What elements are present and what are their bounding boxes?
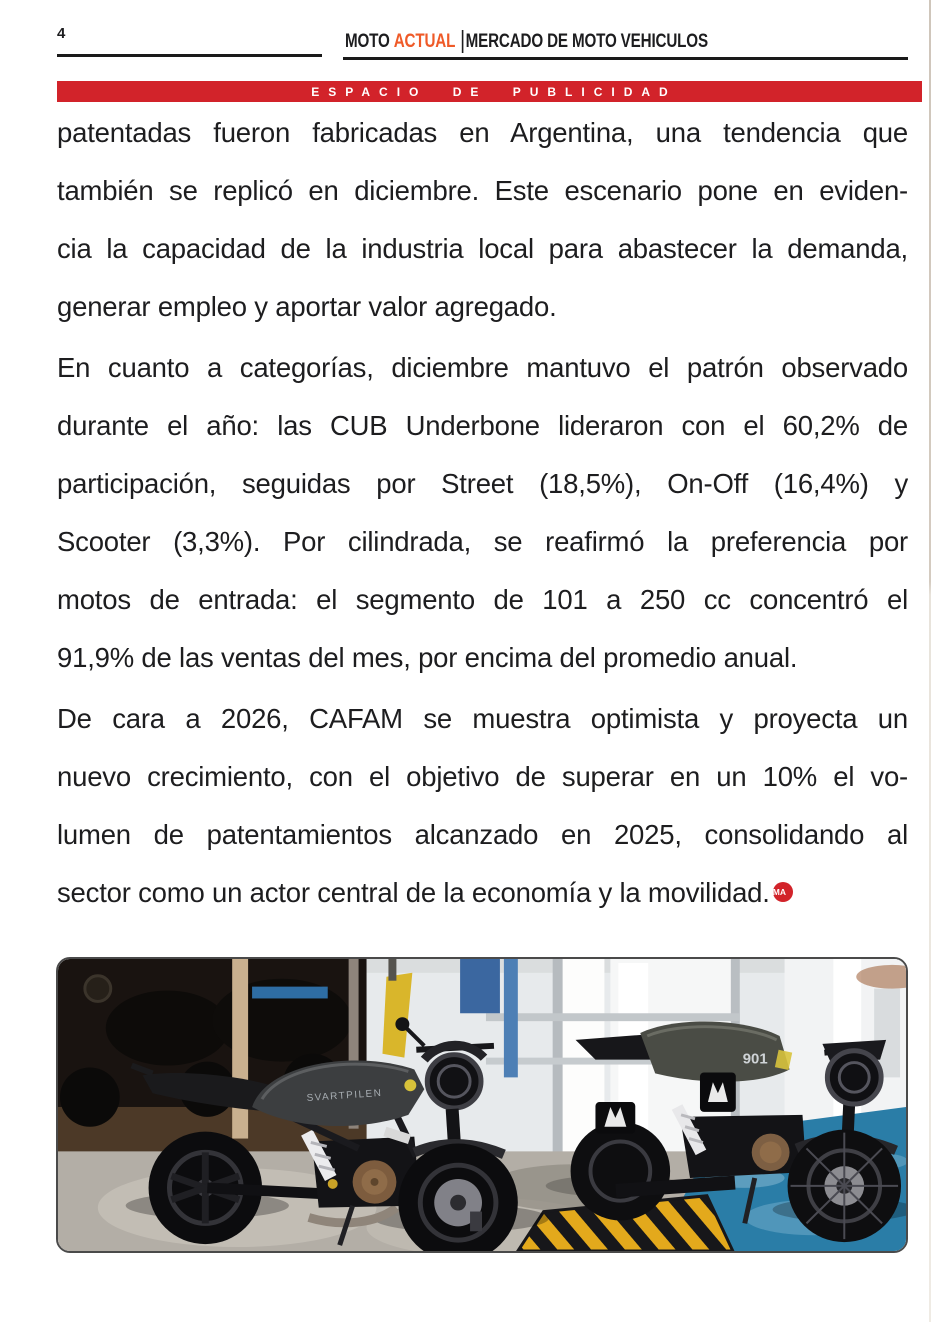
text-line: durante el año: las CUB Underbone lideraron con el 60,2% de [57,410,908,441]
photo-illustration [58,959,906,1251]
masthead-brand-black: MOTO [345,30,390,52]
text-line: En cuanto a categorías, diciembre mantuvo el patrón observado [57,352,908,383]
article-body [57,104,908,925]
masthead-brand-orange: ACTUAL [393,30,456,52]
advertising-banner-label: ESPACIO DE PUBLICIDAD [311,84,677,99]
paragraph [57,690,908,922]
text-line: 91,9% de las ventas del mes, por encima del promedio anual. [57,642,798,673]
text-line: lumen de patentamientos alcanzado en 2025, consolidando al [57,819,908,850]
advertising-banner [57,81,922,102]
masthead-separator [462,30,464,53]
page-number: 4 [57,25,66,42]
text-line: también se replicó en diciembre. Este escenario pone en eviden- [57,175,908,206]
article-photo [56,957,908,1253]
header-rule-left [57,54,322,57]
tank-label-svartpilen: SVARTPILEN [306,1087,383,1105]
text-line: cia la capacidad de la industria local para abastecer la demanda, [57,233,908,264]
article-end-badge: MA [773,882,793,902]
text-line: De cara a 2026, CAFAM se muestra optimista y proyecta un [57,703,908,734]
paragraph [57,104,908,336]
text-line: sector como un actor central de la economía y la movilidad. MA [57,864,908,922]
masthead-section: MERCADO DE MOTO VEHICULOS [465,30,708,52]
masthead [345,30,708,53]
page-edge-line [929,0,931,1322]
text-line: patentadas fueron fabricadas en Argentina, una tendencia que [57,117,908,148]
tank-label-901: 901 [742,1051,768,1068]
header-rule-right [343,57,908,60]
paragraph [57,339,908,687]
text-line: participación, seguidas por Street (18,5%), On-Off (16,4%) y [57,468,908,499]
text-line: nuevo crecimiento, con el objetivo de superar en un 10% el vo- [57,761,908,792]
text-line: Scooter (3,3%). Por cilindrada, se reafirmó la preferencia por [57,526,908,557]
text-line: motos de entrada: el segmento de 101 a 250 cc concentró el [57,584,908,615]
text-line: generar empleo y aportar valor agregado. [57,291,557,322]
